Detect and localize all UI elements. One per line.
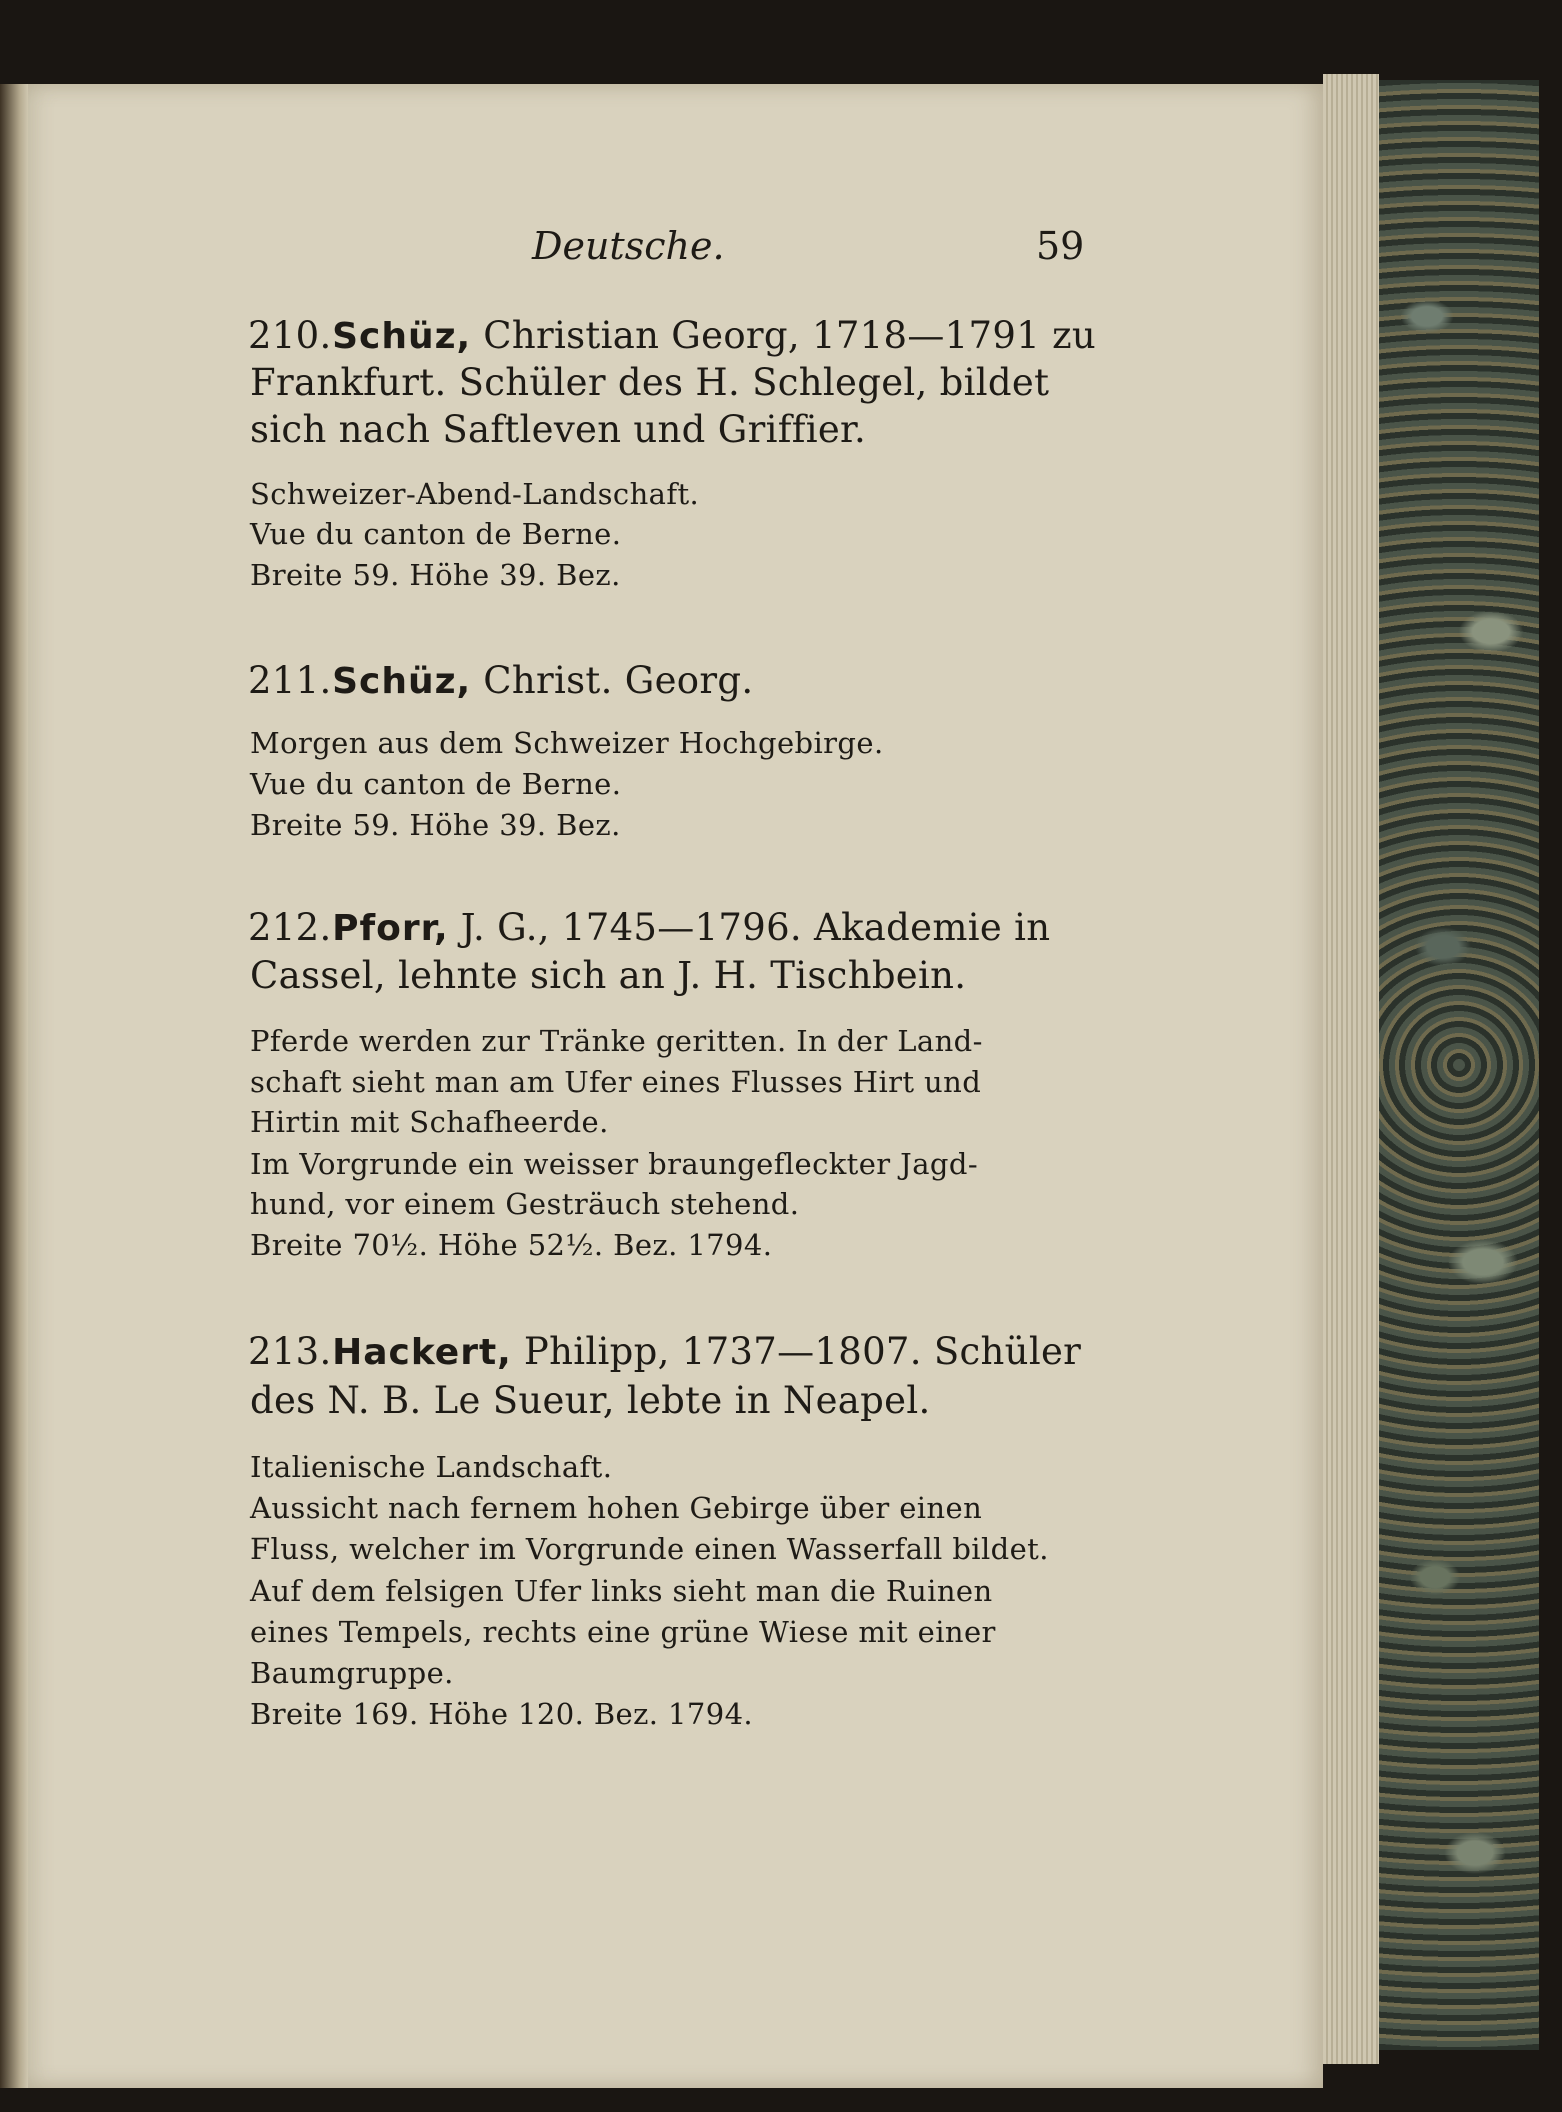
page-fore-edge — [1323, 74, 1379, 2064]
artwork-description: eines Tempels, rechts eine grüne Wiese mit einer — [250, 1615, 996, 1649]
entry-bio-line: Cassel, lehnte sich an J. H. Tischbein. — [250, 954, 967, 997]
artwork-description: hund, vor einem Gesträuch stehend. — [250, 1187, 800, 1221]
artwork-description: Baumgruppe. — [250, 1656, 454, 1690]
book-gutter — [0, 84, 28, 2088]
artwork-dimensions: Breite 70½. Höhe 52½. Bez. 1794. — [250, 1228, 773, 1262]
artwork-description: Fluss, welcher im Vorgrunde einen Wasserfall bildet. — [250, 1532, 1049, 1566]
entry-213-heading — [248, 1330, 1128, 1373]
artist-name: Hackert, — [332, 1332, 512, 1373]
entry-211-heading — [248, 659, 1128, 702]
entry-bio-line: des N. B. Le Sueur, lebte in Neapel. — [250, 1379, 931, 1422]
entry-number: 211. — [248, 659, 332, 702]
entry-number: 212. — [248, 906, 332, 949]
running-head: Deutsche. — [532, 224, 725, 268]
artist-name: Pforr, — [332, 908, 449, 949]
artwork-description: Im Vorgrunde ein weisser braungefleckter Jagd- — [250, 1147, 979, 1181]
entry-bio-line: sich nach Saftleven und Griffier. — [250, 408, 867, 451]
entry-210-heading — [248, 314, 1128, 357]
artwork-dimensions: Breite 169. Höhe 120. Bez. 1794. — [250, 1697, 754, 1731]
artwork-dimensions: Breite 59. Höhe 39. Bez. — [250, 808, 621, 842]
artwork-description: schaft sieht man am Ufer eines Flusses Hirt und — [250, 1065, 982, 1099]
entry-bio: J. G., 1745—1796. Akademie in — [460, 906, 1051, 949]
artwork-title: Italienische Landschaft. — [250, 1450, 613, 1484]
artwork-description: Auf dem felsigen Ufer links sieht man die Ruinen — [250, 1574, 993, 1608]
artwork-description: Schweizer-Abend-Landschaft. — [250, 477, 700, 511]
entry-number: 210. — [248, 314, 332, 357]
entry-bio: Christian Georg, 1718—1791 zu — [483, 314, 1097, 357]
artist-name: Schüz, — [332, 661, 472, 702]
marbled-cover — [1379, 80, 1539, 2050]
entry-bio: Christ. Georg. — [483, 659, 754, 702]
artist-name: Schüz, — [332, 316, 472, 357]
entry-bio-line: Frankfurt. Schüler des H. Schlegel, bildet — [250, 361, 1050, 404]
entry-number: 213. — [248, 1330, 332, 1373]
entry-212-heading — [248, 906, 1128, 949]
entry-bio: Philipp, 1737—1807. Schüler — [523, 1330, 1082, 1373]
artwork-description: Vue du canton de Berne. — [250, 767, 622, 801]
artwork-description: Hirtin mit Schafheerde. — [250, 1105, 609, 1139]
artwork-dimensions: Breite 59. Höhe 39. Bez. — [250, 558, 621, 592]
page-number: 59 — [1036, 224, 1085, 268]
artwork-description: Morgen aus dem Schweizer Hochgebirge. — [250, 726, 884, 760]
artwork-description: Pferde werden zur Tränke geritten. In der Land- — [250, 1024, 983, 1058]
artwork-description: Aussicht nach fernem hohen Gebirge über einen — [250, 1491, 983, 1525]
page-text — [28, 84, 1323, 2088]
book-page — [28, 84, 1323, 2088]
artwork-description: Vue du canton de Berne. — [250, 517, 622, 551]
